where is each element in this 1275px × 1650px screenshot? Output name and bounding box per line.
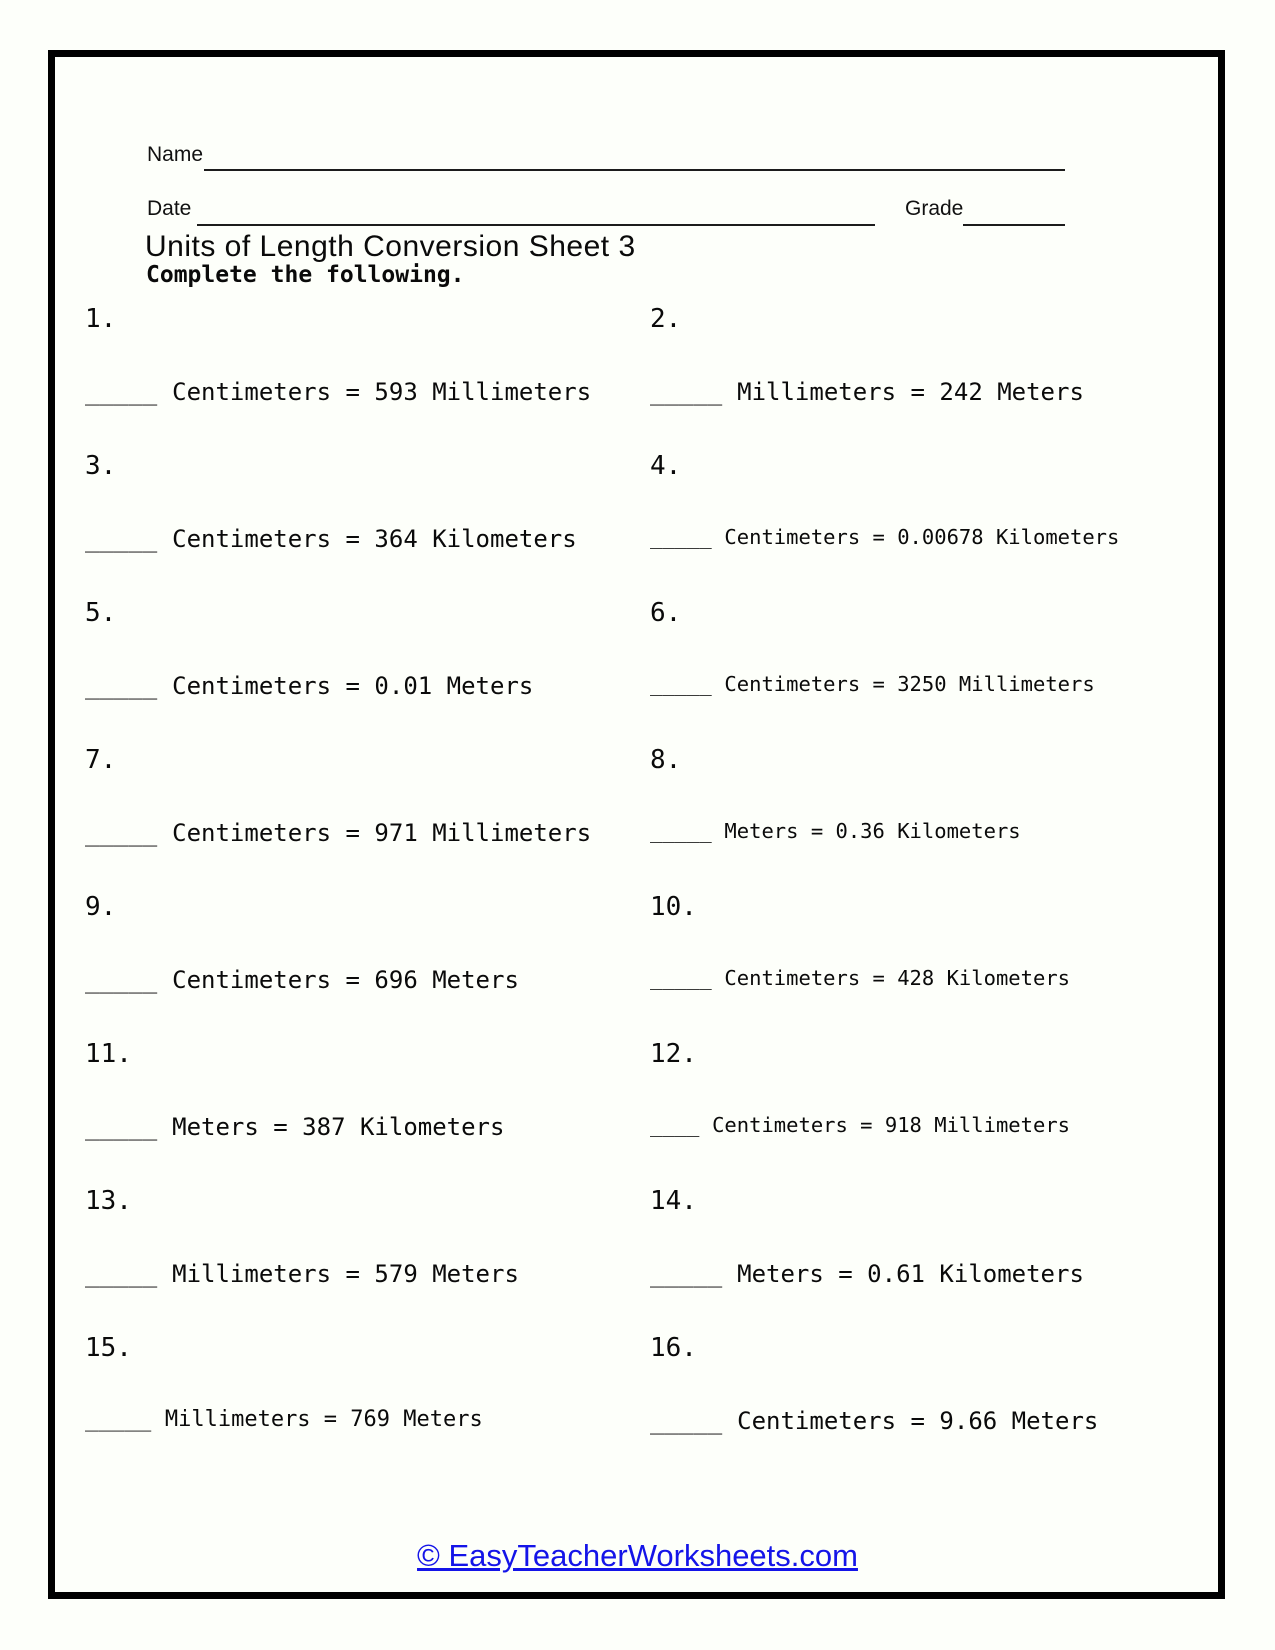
answer-blank: _____ bbox=[650, 672, 712, 696]
problem-number: 6. bbox=[650, 598, 682, 628]
problem-equation bbox=[650, 525, 1119, 550]
grade-label: Grade bbox=[905, 197, 964, 220]
answer-blank: _____ bbox=[85, 819, 158, 847]
problem-text: Centimeters = 971 Millimeters bbox=[172, 819, 592, 847]
problem-number: 11. bbox=[85, 1039, 132, 1069]
problem-number: 8. bbox=[650, 745, 682, 775]
problem-number: 12. bbox=[650, 1039, 697, 1069]
problem-number: 15. bbox=[85, 1333, 132, 1363]
answer-blank: _____ bbox=[85, 1407, 152, 1432]
name-fill-line bbox=[204, 169, 1065, 171]
page-title: Units of Length Conversion Sheet 3 bbox=[145, 230, 636, 263]
problem-equation bbox=[85, 966, 519, 995]
problem-equation bbox=[85, 378, 591, 407]
problem-equation bbox=[650, 819, 1021, 844]
problem-equation bbox=[85, 672, 533, 701]
answer-blank: _____ bbox=[650, 966, 712, 990]
date-label: Date bbox=[147, 197, 192, 220]
answer-blank: _____ bbox=[650, 378, 723, 406]
problem-number: 5. bbox=[85, 598, 117, 628]
problem-equation bbox=[650, 378, 1084, 407]
answer-blank: _____ bbox=[650, 525, 712, 549]
problem-text: Centimeters = 0.00678 Kilometers bbox=[724, 525, 1120, 549]
problem-equation bbox=[85, 819, 591, 848]
answer-blank: _____ bbox=[85, 1260, 158, 1288]
name-label: Name bbox=[147, 143, 204, 166]
problem-number: 1. bbox=[85, 304, 117, 334]
problem-number: 7. bbox=[85, 745, 117, 775]
problem-equation bbox=[650, 1113, 1070, 1138]
answer-blank: _____ bbox=[85, 672, 158, 700]
problem-text: Centimeters = 9.66 Meters bbox=[737, 1407, 1099, 1435]
problem-text: Millimeters = 579 Meters bbox=[172, 1260, 519, 1288]
problem-text: Meters = 387 Kilometers bbox=[172, 1113, 505, 1141]
problem-text: Meters = 0.36 Kilometers bbox=[724, 819, 1021, 843]
problem-equation bbox=[85, 525, 577, 554]
answer-blank: _____ bbox=[650, 1407, 723, 1435]
answer-blank: _____ bbox=[650, 1260, 723, 1288]
problem-text: Centimeters = 364 Kilometers bbox=[172, 525, 577, 553]
problem-equation bbox=[650, 672, 1095, 697]
problem-equation bbox=[85, 1260, 519, 1289]
problem-text: Meters = 0.61 Kilometers bbox=[737, 1260, 1084, 1288]
instructions-text: Complete the following. bbox=[146, 262, 465, 288]
problem-text: Centimeters = 696 Meters bbox=[172, 966, 519, 994]
problem-number: 2. bbox=[650, 304, 682, 334]
problem-number: 14. bbox=[650, 1186, 697, 1216]
problem-equation bbox=[650, 1260, 1084, 1289]
problem-text: Millimeters = 769 Meters bbox=[164, 1407, 483, 1432]
answer-blank: _____ bbox=[85, 378, 158, 406]
answer-blank: _____ bbox=[85, 525, 158, 553]
problem-equation bbox=[85, 1407, 483, 1433]
problem-text: Centimeters = 918 Millimeters bbox=[712, 1113, 1070, 1137]
problem-number: 10. bbox=[650, 892, 697, 922]
problem-number: 16. bbox=[650, 1333, 697, 1363]
answer-blank: _____ bbox=[85, 966, 158, 994]
footer bbox=[0, 1538, 1275, 1574]
problem-equation bbox=[650, 966, 1070, 991]
problem-number: 13. bbox=[85, 1186, 132, 1216]
problem-text: Centimeters = 593 Millimeters bbox=[172, 378, 592, 406]
grade-fill-line bbox=[963, 224, 1065, 226]
answer-blank: _____ bbox=[85, 1113, 158, 1141]
footer-copyright-link[interactable]: © EasyTeacherWorksheets.com bbox=[417, 1538, 858, 1573]
problem-number: 3. bbox=[85, 451, 117, 481]
problem-text: Centimeters = 0.01 Meters bbox=[172, 672, 534, 700]
problem-equation bbox=[85, 1113, 504, 1142]
date-fill-line bbox=[197, 224, 875, 226]
problem-text: Centimeters = 428 Kilometers bbox=[724, 966, 1070, 990]
answer-blank: _____ bbox=[650, 819, 712, 843]
problem-text: Centimeters = 3250 Millimeters bbox=[724, 672, 1095, 696]
answer-blank: ____ bbox=[650, 1113, 700, 1137]
problem-text: Millimeters = 242 Meters bbox=[737, 378, 1084, 406]
problem-number: 4. bbox=[650, 451, 682, 481]
problem-number: 9. bbox=[85, 892, 117, 922]
problem-equation bbox=[650, 1407, 1098, 1436]
